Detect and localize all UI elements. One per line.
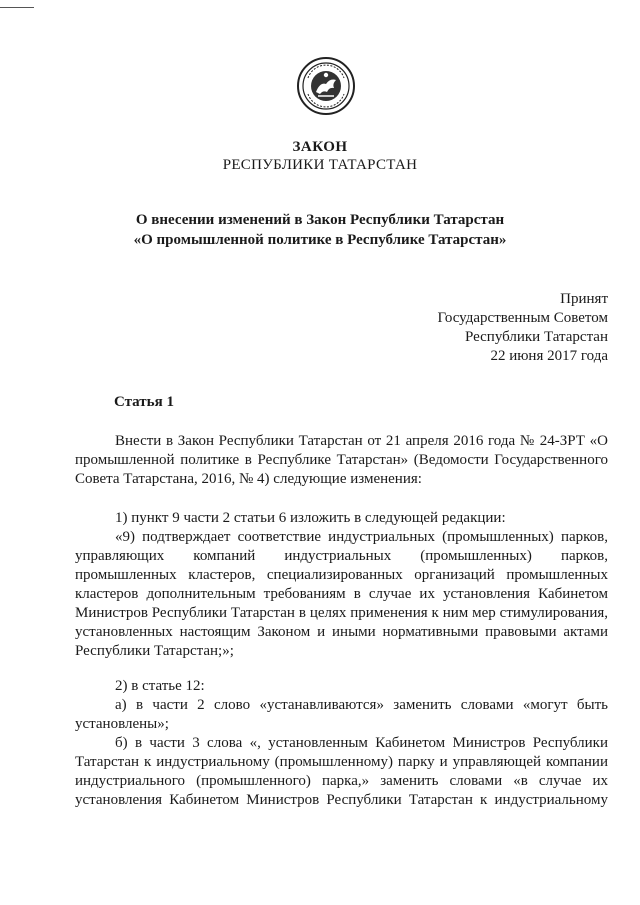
- item-1-text: «9) подтверждает соответствие индустриальных (промышленных) парков, управляющих компаний индустриальных (промышленных) парков, промышленных кластеров, специализированных организаций промышленных кластеров дополнительным требованиям в случае их установления Кабинетом Министров Республики Татарстан в целях применения к ним мер стимулирования, установленных настоящим Законом и иными нормативными правовыми актами Республики Татарстан;»;: [75, 529, 608, 659]
- item-2-block: [75, 677, 608, 810]
- law-subject-line-1: О внесении изменений в Закон Республики Татарстан: [135, 212, 505, 228]
- adoption-line-3: Республики Татарстан: [464, 329, 608, 345]
- adoption-line-2: Государственным Советом: [437, 310, 608, 326]
- article-heading: Статья 1: [114, 394, 174, 410]
- law-subject-line-2: «О промышленной политике в Республике Татарстан»: [133, 232, 507, 248]
- scan-crop-mark: [0, 7, 34, 8]
- article-intro-paragraph: Внести в Закон Республики Татарстан от 21 апреля 2016 года № 24-ЗРТ «О промышленной политике в Республике Татарстан» (Ведомости Государственного Совета Татарстана, 2016, № 4) следующие изменения:: [75, 433, 608, 487]
- adoption-block: [438, 290, 609, 366]
- item-1-lead: 1) пункт 9 части 2 статьи 6 изложить в следующей редакции:: [115, 510, 506, 526]
- item-2-lead: 2) в статье 12:: [115, 678, 205, 694]
- document-title: ЗАКОН: [292, 139, 348, 155]
- coat-of-arms-icon: [296, 56, 356, 116]
- adoption-date: 22 июня 2017 года: [490, 348, 608, 364]
- article-intro-block: [75, 432, 608, 489]
- item-2-a: а) в части 2 слово «устанавливаются» заменить словами «могут быть установлены»;: [75, 697, 608, 732]
- item-2-b: б) в части 3 слова «, установленным Кабинетом Министров Республики Татарстан к индустриальному (промышленному) парку и управляющей компании индустриального (промышленного) парка,» заменить словами «в случае их установления Кабинетом Министров Республики Татарстан к индустриальному: [75, 735, 608, 808]
- item-1-block: [75, 509, 608, 661]
- adoption-line-1: Принят: [560, 291, 608, 307]
- document-subtitle: РЕСПУБЛИКИ ТАТАРСТАН: [222, 157, 418, 173]
